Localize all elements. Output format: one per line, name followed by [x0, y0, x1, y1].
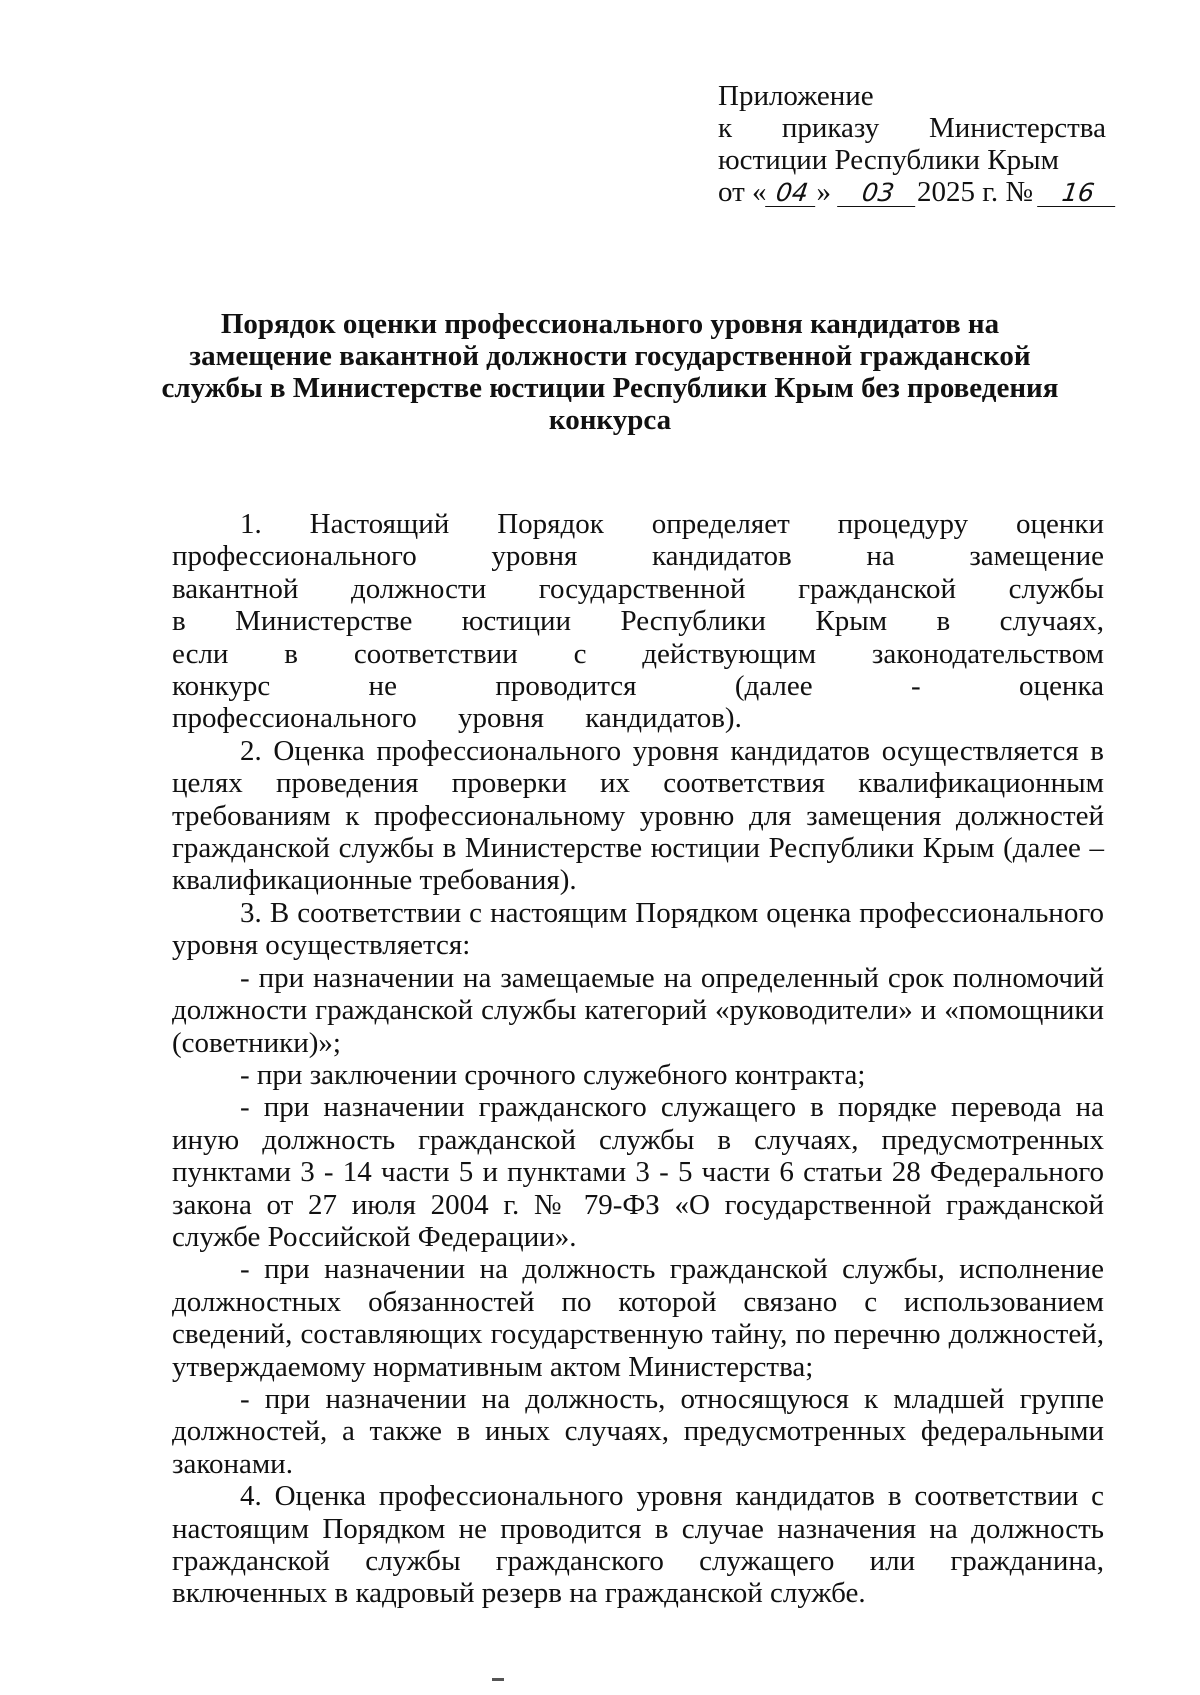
list-item-transfer: - при назначении гражданского служащего в порядке перевода на иную должность гражданской службы в случаях, предусмотренных пунктами 3 - 14 части 5 и пунктами 3 - 5 части 6 статьи 28 Федерального закона от 27 июля 2004 г. № 79-ФЗ «О государственной гражданской службе Российской Федерации». — [172, 1091, 1104, 1253]
paragraph-4: 4. Оценка профессионального уровня кандидатов в соответствии с настоящим Порядком не проводится в случае назначения на должность гражданской службы гражданского служащего или гражданина, включенных в кадровый резерв на гражданской службе. — [172, 1480, 1104, 1610]
document-title — [140, 308, 1080, 436]
handwritten-month: 03 — [837, 180, 919, 207]
list-item-fixed-term: - при назначении на замещаемые на определенный срок полномочий должности гражданской службы категорий «руководители» и «помощники (советники)»; — [172, 961, 1104, 1059]
paragraph-3: 3. В соответствии с настоящим Порядком оценка профессионального уровня осуществляется: — [172, 896, 1104, 962]
handwritten-day: 04 — [765, 180, 819, 207]
paragraph-1: 1. Настоящий Порядок определяет процедуру оценки профессионального уровня кандидатов на замещение вакантной должности государственной гражданской службы в Министерстве юстиции Республики Крым в случаях, если в соответствии с действующим законодательством конкурс не проводится (далее - оценка профессионального уровня кандидатов). — [172, 508, 1104, 735]
title-line-1: Порядок оценки профессионального уровня кандидатов на — [220, 308, 1000, 340]
appendix-order-line: к приказу Министерства — [718, 112, 1106, 144]
handwritten-order-number: 16 — [1037, 180, 1119, 207]
date-quote-close: » — [816, 176, 832, 208]
date-year-number-label: 2025 г. № — [917, 176, 1034, 208]
document-body — [172, 508, 1104, 1610]
appendix-date-line — [718, 176, 1106, 208]
list-item-contract: - при заключении срочного служебного контракта; — [240, 1058, 866, 1091]
list-item-state-secret: - при назначении на должность гражданской службы, исполнение должностных обязанностей по которой связано с использованием сведений, составляющих государственную тайну, по перечню должностей, утверждаемому нормативным актом Министерства; — [172, 1253, 1104, 1383]
appendix-header — [718, 80, 1106, 208]
appendix-ministry-line: юстиции Республики Крым — [718, 144, 1059, 176]
title-line-4: конкурса — [548, 404, 672, 436]
list-item-junior-group: - при назначении на должность, относящуюся к младшей группе должностей, а также в иных случаях, предусмотренных федеральными законами. — [172, 1382, 1104, 1480]
appendix-label: Приложение — [718, 80, 874, 112]
paragraph-2: 2. Оценка профессионального уровня кандидатов осуществляется в целях проведения проверки их соответствия квалификационным требованиям к профессиональному уровню для замещения должностей гражданской службы в Министерстве юстиции Республики Крым (далее – квалификационные требования). — [172, 734, 1104, 897]
title-line-3: службы в Министерстве юстиции Республики Крым без проведения — [161, 372, 1059, 404]
page-footer-mark — [492, 1678, 504, 1681]
title-line-2: замещение вакантной должности государственной гражданской — [189, 340, 1031, 372]
date-prefix: от « — [718, 176, 767, 208]
